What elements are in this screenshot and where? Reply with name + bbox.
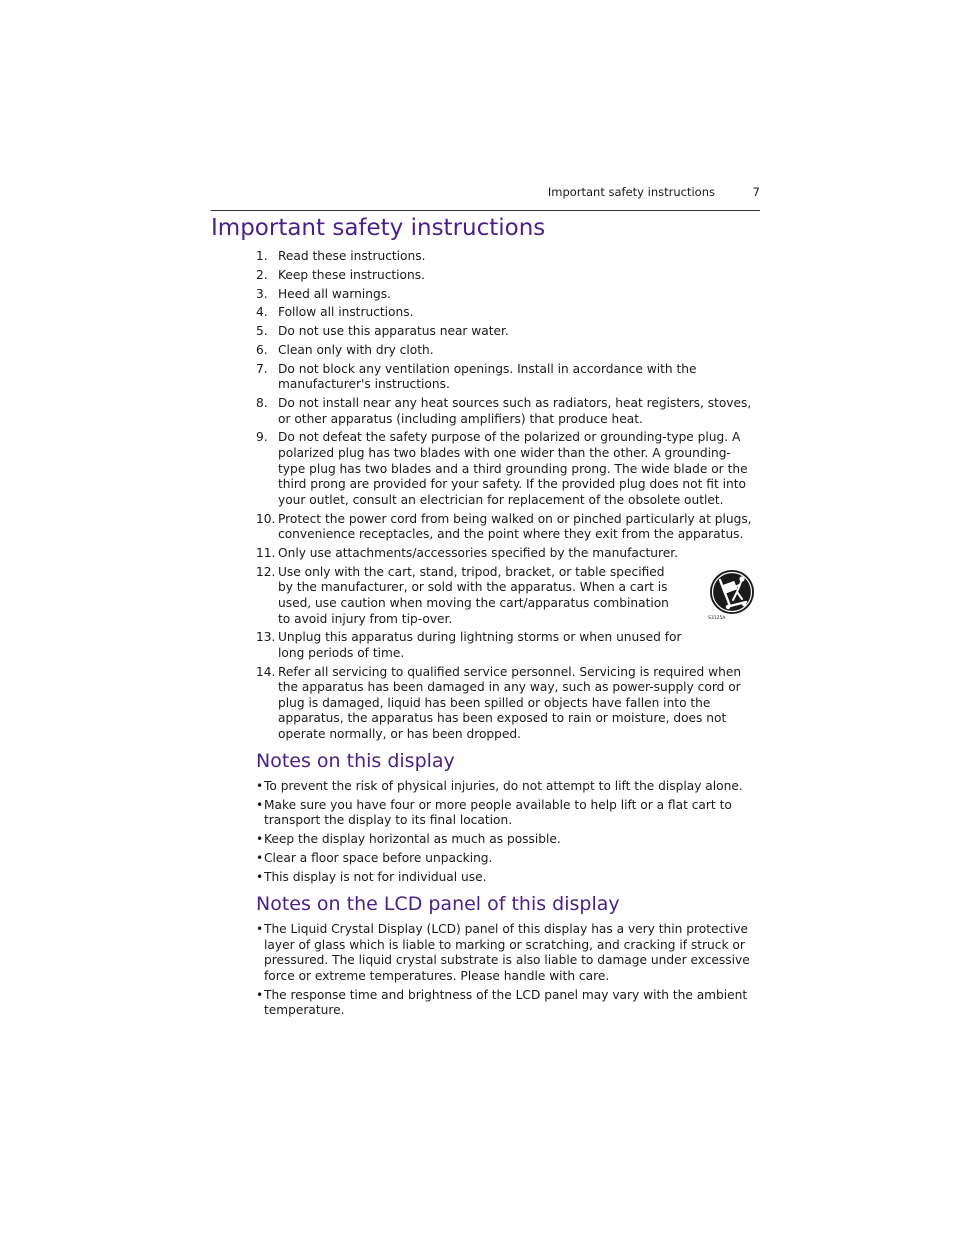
list-item [256,779,760,795]
list-item [256,665,758,743]
item-number: 3. [256,286,268,301]
item-text: Clean only with dry cloth. [278,342,434,357]
list-item [256,630,758,661]
item-number: 1. [256,249,268,263]
list-item [256,396,758,427]
item-text: Heed all warnings. [278,286,391,301]
list-item [256,832,760,848]
item-text: Do not defeat the safety purpose of the polarized or grounding-type plug. A polarized plug has two blades with one wider than the other. A grounding-type plug has two blades and a third grounding prong. The wide blade or the third prong are provided for your safety. If the provided plug does not fit into your outlet, consult an electrician for replacement of the obsolete outlet. [278,430,748,507]
cart-icon-code: S3125A [708,616,726,620]
item-number: 7. [256,361,268,376]
item-number: 14. [256,664,276,679]
item-text: Protect the power cord from being walked on or pinched particularly at plugs, convenience receptacles, and the point where they exit from the apparatus. [278,511,752,542]
item-number: 6. [256,342,268,357]
item-number: 2. [256,267,268,282]
item-number: 10. [256,511,276,526]
item-text: Do not install near any heat sources such as radiators, heat registers, stoves, or other apparatus (including amplifiers) that produce heat. [278,396,752,426]
item-text: Use only with the cart, stand, tripod, bracket, or table specified by the manufacturer, or sold with the apparatus. When a cart is used, use caution when moving the cart/apparatus combination to avoid injury from tip-over. [278,564,669,626]
bullet-dot: • [256,869,264,884]
list-item [256,512,758,543]
item-number: 4. [256,305,268,320]
item-text: The response time and brightness of the LCD panel may vary with the ambient temperature. [264,987,748,1018]
item-text: Unplug this apparatus during lightning storms or when unused for long periods of time. [278,630,682,660]
header-divider [211,210,760,211]
safety-instructions-list [256,249,758,746]
list-item [256,324,758,340]
bullet-dot: • [256,922,264,936]
notes-lcd-list [256,922,760,1022]
list-item [256,268,758,284]
item-number: 11. [256,545,276,560]
list-item [256,922,760,984]
bullet-dot: • [256,850,264,865]
page-title: Important safety instructions [211,215,546,241]
running-header-title: Important safety instructions [547,185,715,199]
notes-lcd-heading: Notes on the LCD panel of this display [256,893,620,915]
list-item [256,249,758,265]
item-text: This display is not for individual use. [264,869,487,884]
list-item [256,362,758,393]
item-number: 13. [256,630,276,645]
bullet-dot: • [256,832,264,847]
notes-display-heading: Notes on this display [256,750,455,772]
item-number: 5. [256,324,268,339]
list-item [256,546,758,562]
page-number: 7 [752,185,760,199]
item-text: Read these instructions. [278,249,426,263]
item-text: Clear a floor space before unpacking. [264,850,493,865]
list-item [256,870,760,886]
item-number: 8. [256,396,268,411]
list-item [256,305,758,321]
list-item [256,287,758,303]
item-text: Keep the display horizontal as much as possible. [264,832,561,847]
list-item [256,343,758,359]
list-item [256,430,758,508]
running-header [211,182,760,202]
list-item [256,988,760,1019]
item-text: Make sure you have four or more people available to help lift or a flat cart to transport the display to its final location. [264,797,732,828]
bullet-dot: • [256,779,264,793]
notes-display-list [256,779,760,889]
item-text: To prevent the risk of physical injuries, do not attempt to lift the display alone. [264,779,743,793]
cart-tip-over-warning-icon [706,568,758,620]
bullet-dot: • [256,797,264,812]
item-text: Follow all instructions. [278,305,414,320]
item-number: 9. [256,430,268,445]
item-text: Only use attachments/accessories specified by the manufacturer. [278,545,679,560]
item-text: Refer all servicing to qualified service personnel. Servicing is required when the apparatus has been damaged in any way, such as power-supply cord or plug is damaged, liquid has been spilled or objects have fallen into the apparatus, the apparatus has been exposed to rain or moisture, does not operate normally, or has been dropped. [278,664,742,742]
item-number: 12. [256,564,276,579]
item-text: Keep these instructions. [278,267,425,282]
list-item [256,851,760,867]
item-text: The Liquid Crystal Display (LCD) panel of this display has a very thin protective layer of glass which is liable to marking or scratching, and cracking if struck or pressured. The liquid crystal substrate is also liable to damage under excessive force or extreme temperatures. Please handle with care. [264,922,750,983]
item-text: Do not use this apparatus near water. [278,324,509,339]
item-text: Do not block any ventilation openings. Install in accordance with the manufacturer's instructions. [278,361,697,392]
list-item [256,798,760,829]
list-item [256,565,758,627]
bullet-dot: • [256,987,264,1002]
